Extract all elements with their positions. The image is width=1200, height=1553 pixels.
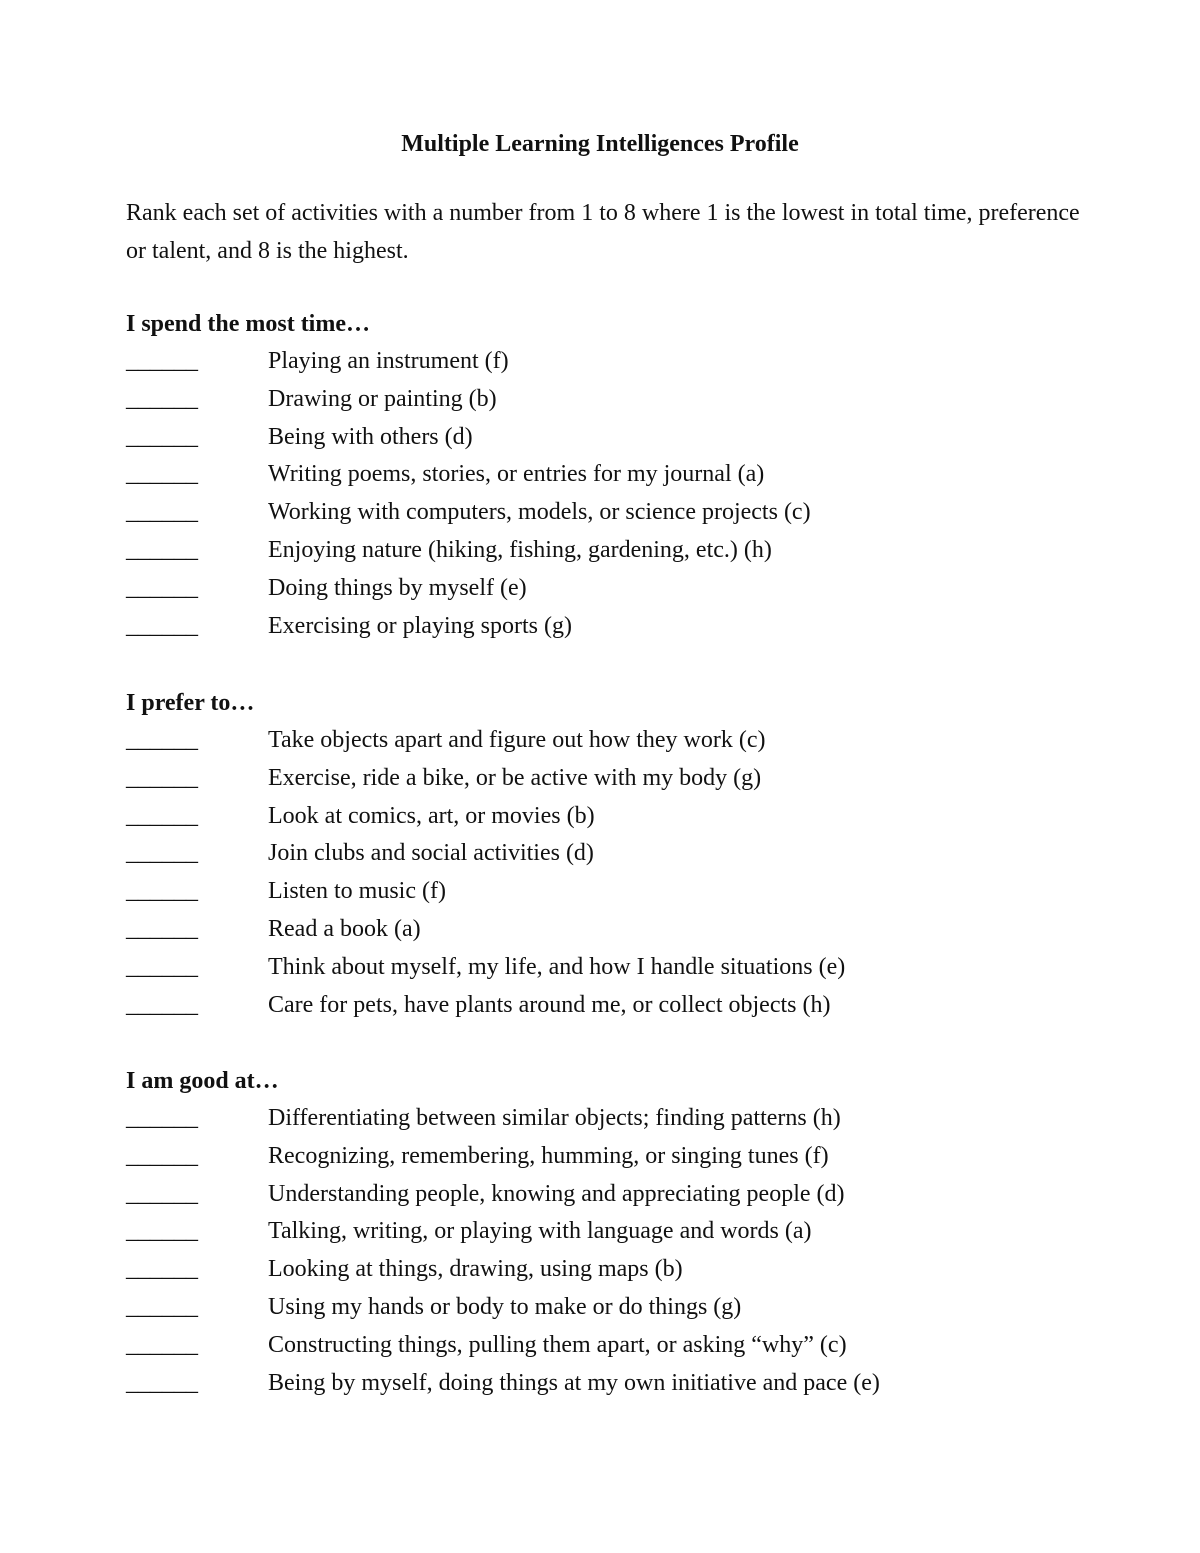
rank-blank[interactable]: ______ <box>126 727 198 753</box>
list-item <box>126 1289 1086 1327</box>
rank-blank[interactable]: ______ <box>126 536 198 563</box>
activity-label: Look at comics, art, or movies (b) <box>268 802 595 829</box>
rank-blank[interactable]: ______ <box>126 461 198 488</box>
activity-label: Playing an instrument (f) <box>268 348 509 374</box>
list-item <box>126 1251 1086 1289</box>
list-item <box>126 722 1086 760</box>
item-list <box>126 722 1086 1024</box>
activity-label: Constructing things, pulling them apart, or asking “why” (c) <box>268 1331 847 1358</box>
activity-label: Exercise, ride a bike, or be active with my body (g) <box>268 764 762 791</box>
rank-blank[interactable]: ______ <box>126 1105 198 1131</box>
instructions-text: Rank each set of activities with a number from 1 to 8 where 1 is the lowest in total time, preference or talent, and 8 is the highest. <box>126 200 1080 264</box>
list-item <box>126 1327 1086 1365</box>
activity-label: Looking at things, drawing, using maps (b) <box>268 1256 683 1283</box>
activity-label: Doing things by myself (e) <box>268 574 527 601</box>
list-item <box>126 570 1086 608</box>
rank-blank[interactable]: ______ <box>126 574 198 601</box>
activity-label: Enjoying nature (hiking, fishing, gardening, etc.) (h) <box>268 536 772 563</box>
list-item <box>126 873 1086 911</box>
item-list <box>126 343 1086 645</box>
rank-blank[interactable]: ______ <box>126 953 198 980</box>
rank-blank[interactable]: ______ <box>126 1331 198 1358</box>
activity-label: Writing poems, stories, or entries for my journal (a) <box>268 461 765 488</box>
rank-blank[interactable]: ______ <box>126 764 198 791</box>
rank-blank[interactable]: ______ <box>126 915 198 942</box>
section-heading: I spend the most time… <box>126 311 370 337</box>
activity-label: Talking, writing, or playing with language and words (a) <box>268 1218 812 1245</box>
list-item <box>126 1365 1086 1403</box>
activity-label: Join clubs and social activities (d) <box>268 840 594 867</box>
activity-label: Being by myself, doing things at my own initiative and pace (e) <box>268 1369 880 1396</box>
rank-blank[interactable]: ______ <box>126 991 198 1018</box>
rank-blank[interactable]: ______ <box>126 1256 198 1283</box>
activity-label: Being with others (d) <box>268 423 473 450</box>
list-item <box>126 798 1086 836</box>
rank-blank[interactable]: ______ <box>126 385 198 412</box>
activity-label: Think about myself, my life, and how I handle situations (e) <box>268 953 846 980</box>
list-item <box>126 1100 1086 1138</box>
section-heading: I prefer to… <box>126 690 255 716</box>
list-item <box>126 1213 1086 1251</box>
list-item <box>126 835 1086 873</box>
activity-label: Differentiating between similar objects; finding patterns (h) <box>268 1105 841 1131</box>
list-item <box>126 1138 1086 1176</box>
activity-label: Read a book (a) <box>268 915 421 942</box>
activity-label: Take objects apart and figure out how they work (c) <box>268 727 766 753</box>
list-item <box>126 419 1086 457</box>
activity-label: Listen to music (f) <box>268 878 446 905</box>
rank-blank[interactable]: ______ <box>126 423 198 450</box>
rank-blank[interactable]: ______ <box>126 1293 198 1320</box>
list-item <box>126 608 1086 646</box>
list-item <box>126 494 1086 532</box>
list-item <box>126 381 1086 419</box>
rank-blank[interactable]: ______ <box>126 1142 198 1169</box>
activity-label: Understanding people, knowing and appreciating people (d) <box>268 1180 845 1207</box>
rank-blank[interactable]: ______ <box>126 878 198 905</box>
section-time <box>126 305 1086 645</box>
rank-blank[interactable]: ______ <box>126 802 198 829</box>
list-item <box>126 456 1086 494</box>
section-good-at <box>126 1062 1086 1402</box>
activity-label: Drawing or painting (b) <box>268 385 497 412</box>
list-item <box>126 343 1086 381</box>
activity-label: Recognizing, remembering, humming, or singing tunes (f) <box>268 1142 829 1169</box>
list-item <box>126 760 1086 798</box>
activity-label: Exercising or playing sports (g) <box>268 612 572 639</box>
rank-blank[interactable]: ______ <box>126 840 198 867</box>
activity-label: Working with computers, models, or science projects (c) <box>268 499 811 526</box>
rank-blank[interactable]: ______ <box>126 499 198 526</box>
activity-label: Using my hands or body to make or do things (g) <box>268 1293 742 1320</box>
rank-blank[interactable]: ______ <box>126 348 198 374</box>
list-item <box>126 532 1086 570</box>
rank-blank[interactable]: ______ <box>126 1218 198 1245</box>
list-item <box>126 949 1086 987</box>
activity-label: Care for pets, have plants around me, or collect objects (h) <box>268 991 831 1018</box>
section-prefer <box>126 684 1086 1024</box>
list-item <box>126 1176 1086 1214</box>
item-list <box>126 1100 1086 1402</box>
list-item <box>126 911 1086 949</box>
page-title: Multiple Learning Intelligences Profile <box>401 131 799 157</box>
rank-blank[interactable]: ______ <box>126 1369 198 1396</box>
rank-blank[interactable]: ______ <box>126 612 198 639</box>
section-heading: I am good at… <box>126 1068 279 1094</box>
list-item <box>126 987 1086 1025</box>
rank-blank[interactable]: ______ <box>126 1180 198 1207</box>
